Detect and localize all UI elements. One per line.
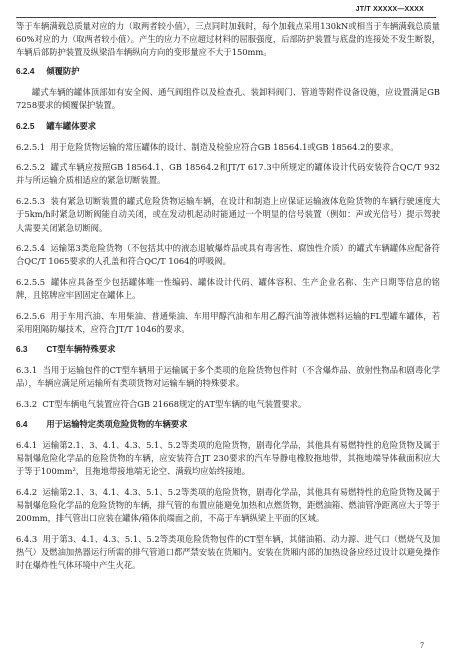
clause (16, 364, 440, 390)
section-heading (16, 344, 440, 355)
clause (16, 141, 440, 154)
clause (16, 533, 440, 573)
clause-text: 装有紧急切断装置的罐式危险货物运输车辆，在设计和制造上应保证运输液体危险货物的车辆行驶速度大于5km/h时紧急切断阀能自动关闭，或在发动机起动时能通过一个明显的信号装置（例如：声或光信号）提示驾驶人需要关闭紧急切断阀。 (16, 196, 440, 233)
clause-text: 用于危险货物运输的常压罐体的设计、制造及检验应符合GB 18564.1或GB 18564.2的要求。 (50, 141, 399, 152)
page-body (16, 20, 440, 580)
clause-number: 6.3.1 (16, 364, 38, 375)
section-number: 6.3 (16, 343, 28, 354)
section-paragraph: 罐式车辆的罐体顶部如有安全阀、通气阀组件以及检查孔、装卸料阀门、管道等附件设备设施，应设置满足GB 7258要求的倾覆保护装置。 (16, 86, 440, 110)
clause (16, 276, 440, 302)
doc-header-id: JT/T XXXXX—XXXX (355, 6, 424, 13)
clause-number: 6.2.5.6 (16, 311, 46, 322)
section-title: CT型车辆特殊要求 (46, 343, 116, 354)
clause-number: 6.2.5.5 (16, 277, 46, 288)
section-heading (16, 121, 440, 132)
section-title: 倾覆防护 (46, 65, 80, 76)
clause-number: 6.2.5.4 (16, 243, 46, 254)
clause-number: 6.3.2 (16, 398, 38, 409)
clause-number: 6.4.1 (16, 439, 38, 450)
clause-text: 运输第2.1、3、4.1、4.3、5.1、5.2等类项的危险货物，剧毒化学品，其他具有易燃特性的危险货物及属于易制爆危险化学品的危险货物的车辆，应安装符合JT 230要求的汽车导静电橡胶拖地带，其拖地端导体截面积应大于等于100mm²，且拖地带接地端无论空、满载均应始终接地。 (16, 439, 440, 476)
clause-text: 运输第3类危险货物（不包括其中的液态退敏爆炸品或具有毒害性、腐蚀性介质）的罐式车辆罐体应配备符合QC/T 1065要求的人孔盖和符合QC/T 1064的呼吸阀。 (16, 243, 440, 267)
section-heading (16, 66, 440, 77)
clause-number: 6.2.5.1 (16, 141, 46, 152)
clause (16, 161, 440, 187)
clause-number: 6.4.2 (16, 486, 38, 497)
section-number: 6.2.4 (16, 65, 35, 76)
clause (16, 195, 440, 235)
section-number: 6.2.5 (16, 120, 35, 131)
clause-text: 当用于运输包件的CT型车辆用于运输属于多个类项的危险货物包件时（不含爆炸品、放射性物品和剧毒化学品），车辆应满足所运输所有类项货物对运输车辆的特殊要求。 (16, 364, 440, 389)
clause (16, 398, 440, 411)
section-title: 罐车罐体要求 (46, 120, 97, 131)
clause-text: 用于车用汽油、车用柴油、普通柴油、车用甲醇汽油和车用乙醇汽油等液体燃料运输的FL型罐车罐体，若采用阻隔防爆技术，应符合JT/T 1046的要求。 (16, 311, 440, 335)
clause (16, 439, 440, 479)
page-number: 7 (420, 641, 424, 650)
clause-text: CT型车辆电气装置应符合GB 21668规定的AT型车辆的电气装置要求。 (42, 398, 307, 409)
section-number: 6.4 (16, 418, 28, 429)
clause-number: 6.2.5.2 (16, 162, 46, 173)
clause-number: 6.2.5.3 (16, 196, 46, 207)
clause-number: 6.4.3 (16, 533, 38, 544)
clause-text: 罐式车辆应按照GB 18564.1、GB 18564.2和JT/T 617.3中所规定的罐体设计代码安装符合QC/T 932并与所运输介质相适应的紧急切断装置。 (16, 162, 440, 186)
clause (16, 310, 440, 336)
clause (16, 486, 440, 526)
header-rule (16, 17, 436, 18)
clause-text: 罐体应具备至少包括罐体唯一性编码、罐体设计代码、罐体容积、生产企业名称、生产日期等信息的铭牌，且铭牌应牢固固定在罐体上。 (16, 277, 440, 301)
section-heading (16, 419, 440, 430)
intro-paragraph: 等于车辆满载总质量对应的力（取两者较小值），三点同时加载时，每个加载点采用130kN或相当于车辆满载总质量60%对应的力（取两者较小值）。产生的应力不应超过材料的屈服强度，后部防护装置与底盘的连接处不发生断裂，车辆后部防护装置及纵梁沿车辆纵向方向的变形量应不大于150mm。 (16, 21, 440, 58)
section-title: 用于运输特定类项危险货物的车辆要求 (46, 418, 188, 429)
clause (16, 242, 440, 268)
clause-text: 用于第3、4.1、4.3、5.1、5.2等类项危险货物包件的CT型车辆，其储油箱、动力源、进气口（燃烧气及加热气）及燃油加热器运行所需的排气管道口都严禁安装在货厢内。安装在货厢内部的加热设备应经过设计以避免操作时在爆炸性气体环境中产生火花。 (16, 533, 440, 571)
clause-text: 运输第2.1、3、4.1、4.3、5.1、5.2等类项的危险货物，剧毒化学品，其他具有易燃特性的危险货物及属于易制爆危险化学品的危险货物的车辆，排气管的布置应能避免加热和点燃货物，距燃油箱、燃油管净距离应大于等于200mm，排气管出口应装在罐体/箱体前端面之前，不高于车辆纵梁上平面的区域。 (16, 486, 440, 524)
